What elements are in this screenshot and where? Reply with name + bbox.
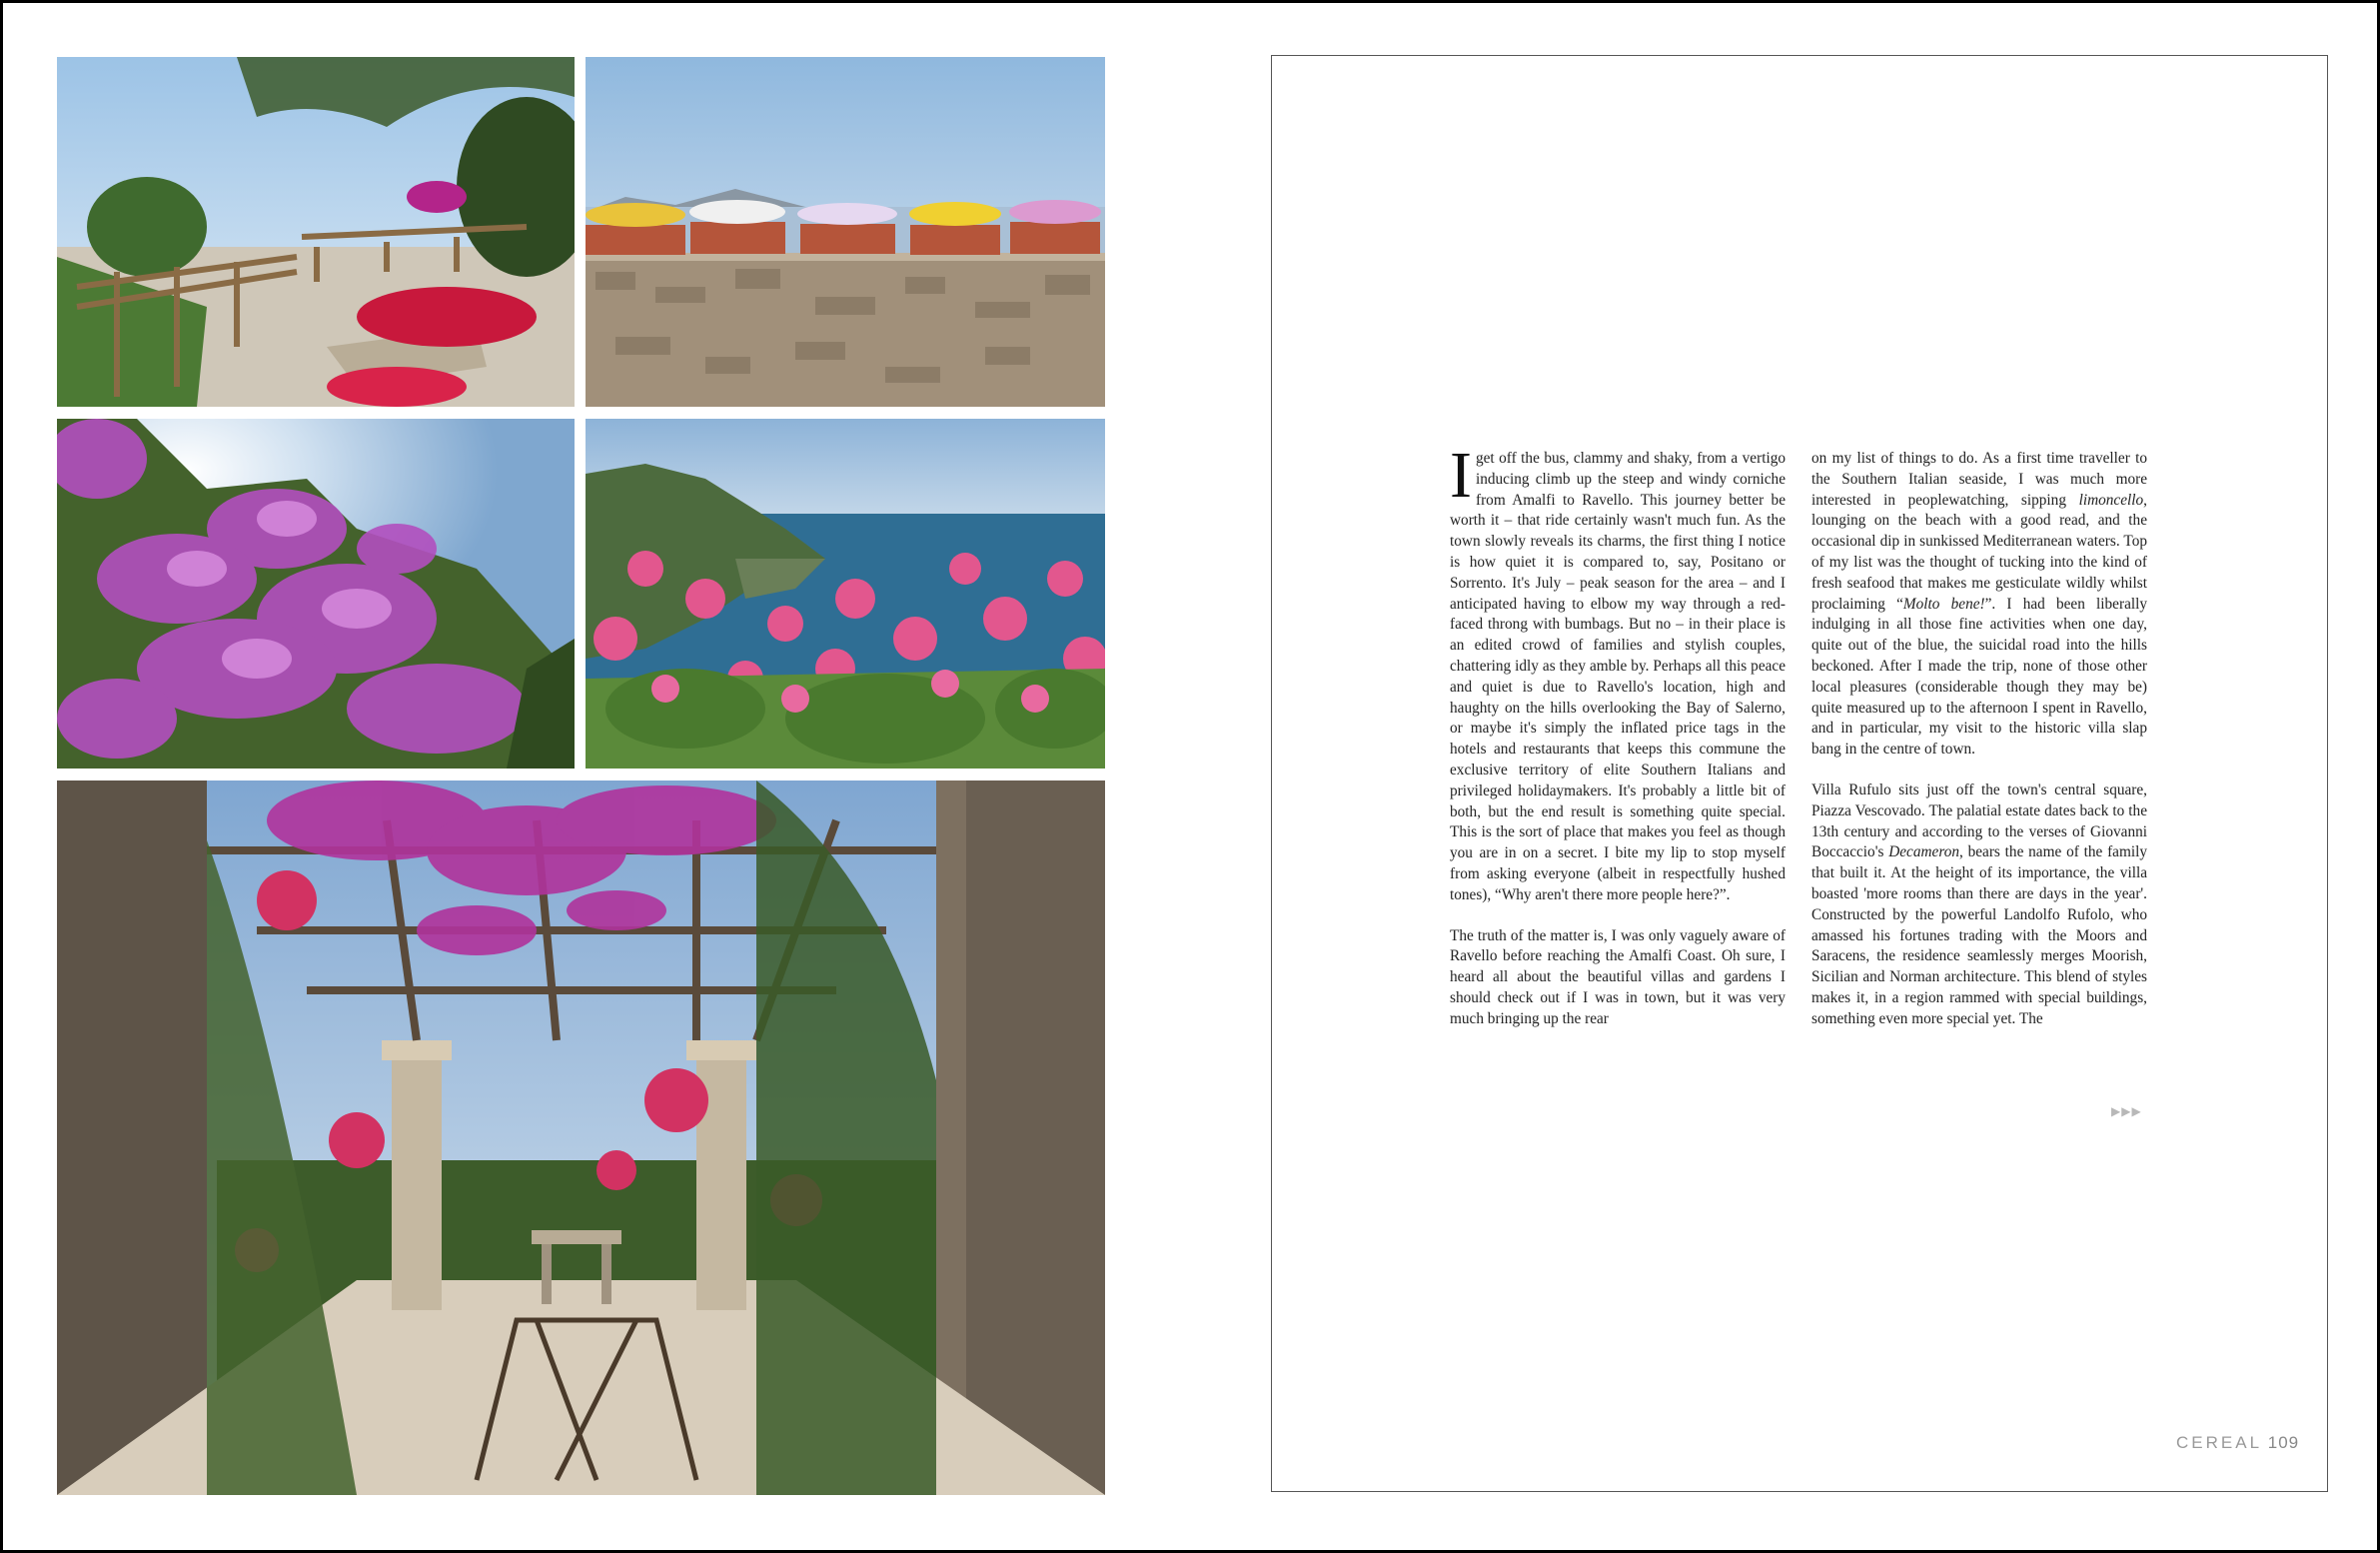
article-paragraph-4: Villa Rufulo sits just off the town's central square, Piazza Vescovado. The palatial estate dates back to the 13th century and according to the verses of Giovanni Boccaccio's Decameron, bears the name of the family that built it. At the height of its importance, the villa boasted 'more rooms than there are days in the year'. Constructed by the powerful Landolfo Rufolo, who amassed his fortunes trading with the Moors and Saracens, the residence seamlessly merges Moorish, Sicilian and Norman architecture. This blend of styles makes it, in a region rammed with special buildings, something even more special yet. The [1811, 780, 2148, 1027]
article-column-2 [1811, 449, 2147, 1050]
continue-arrows-icon: ▶▶▶ [2111, 1104, 2142, 1118]
pergola-photo [57, 780, 1105, 1495]
garden-terrace-photo [57, 57, 575, 407]
brand-logo: CEREAL [2176, 1433, 2263, 1452]
drop-cap: I [1450, 439, 1472, 512]
bougainvillea-photo [57, 419, 575, 769]
right-page-frame [1271, 55, 2328, 1492]
article-paragraph-2: The truth of the matter is, I was only vaguely aware of Ravello before reaching the Amalfi Coast. Oh sure, I heard all about the beautiful villas and gardens I should check out if I was in town, but it was very much bringing up the rear [1450, 926, 1785, 1027]
wall-planters-photo [586, 57, 1105, 407]
article-paragraph-1: I get off the bus, clammy and shaky, from a vertigo inducing climb up the steep and windy corniche from Amalfi to Ravello. This journey better be worth it – that ride certainly wasn't much fun. As the town slowly reveals its charms, the first thing I notice is how quiet it is compared to, say, Positano or Sorrento. It's July – peak season for the area – and I anticipated having to elbow my way through a red-faced throng with bumbags. But no – in their place is an edited crowd of families and stylish couples, chattering idly as they amble by. Perhaps all this peace and quiet is due to Ravello's location, high and haughty on the hills overlooking the Bay of Salerno, or maybe it's simply the inflated price tags in the hotels and restaurants that keeps this commune the exclusive territory of elite Southern Italians and privileged holidaymakers. It's probably a little bit of both, but the end result is something quite special. This is the sort of place that makes you feel as though you are in on a secret. I bite my lip to stop myself from asking everyone (albeit in respectfully hushed tones), “Why aren't there more people here?”. [1450, 439, 1785, 903]
page-number: 109 [2267, 1433, 2300, 1452]
coast-geraniums-photo [586, 419, 1105, 769]
article-paragraph-3: on my list of things to do. As a first time traveller to the Southern Italian seaside, I was much more interested in peoplewatching, sipping limoncello, lounging on the beach with a good read, and the occasional dip in sunkissed Mediterranean waters. Top of my list was the thought of tucking into the kind of fresh seafood that makes me gesticulate wildly whilst proclaiming “Molto bene!”. I had been liberally indulging in all those fine activities when one day, quite out of the blue, the suicidal road into the hills beckoned. After I made the trip, none of those other local pleasures (considerable though they may be) quite measured up to the afternoon I spent in Ravello, and in particular, my visit to the historic villa slap bang in the centre of town. [1811, 450, 2148, 759]
article-column-1 [1450, 439, 1785, 1050]
page-footer [2176, 1433, 2299, 1453]
